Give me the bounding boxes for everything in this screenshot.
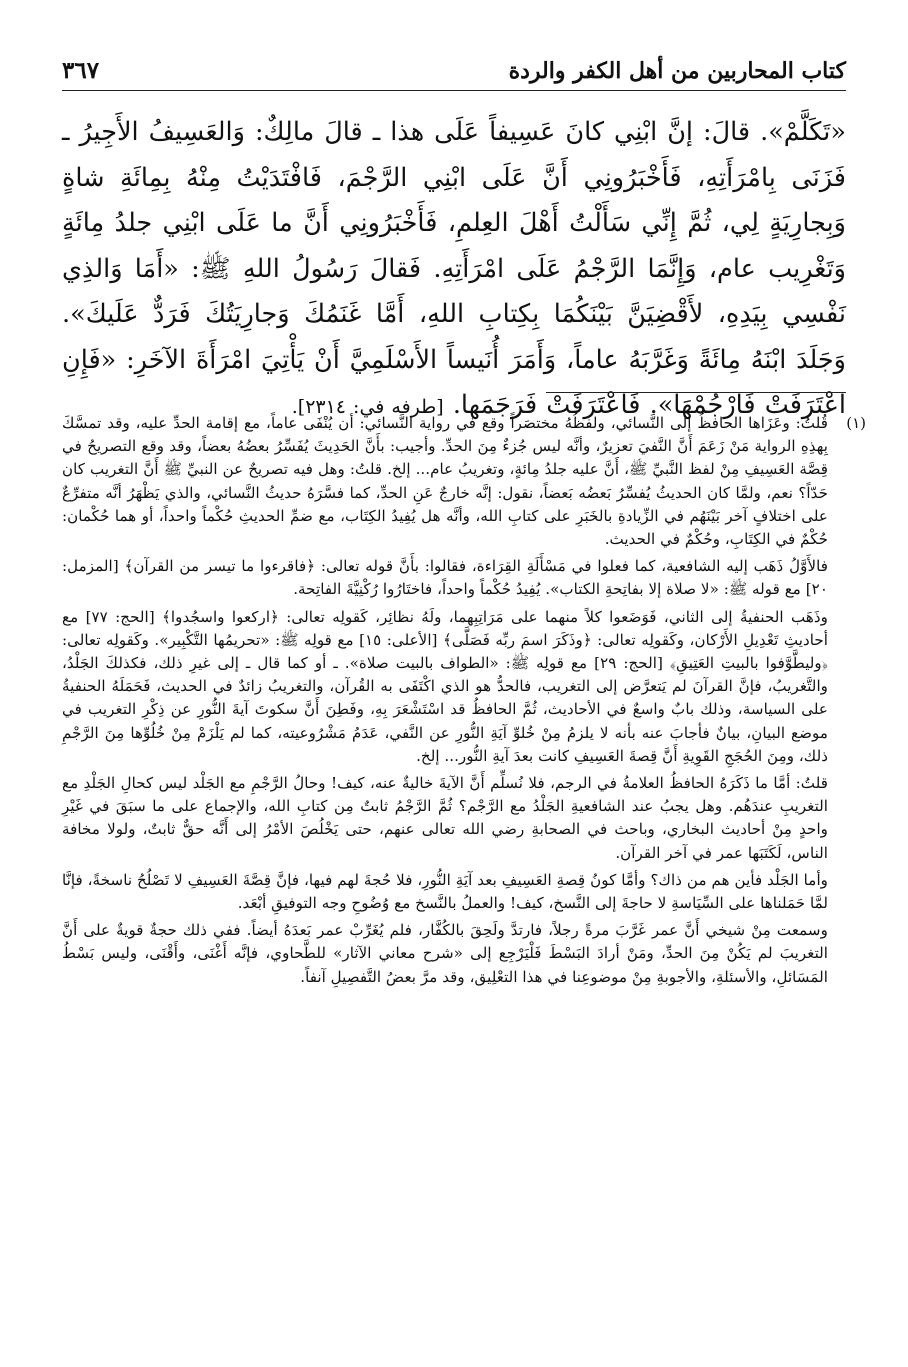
footnote-separator [546,392,846,393]
footnotes [62,412,866,993]
footnote-paragraph: فالأَوَّلُ ذَهَب إليه الشافعية، كما فعلوا في مَسْأَلَةِ القِرَاءة، فقالوا: بأَنَّ قوله تعالى: ﴿فاقرءوا ما تيسر من القرآن﴾ [المزمل: ٢٠] مع قوله ﷺ: «لا صلاة إلا بفاتِحةِ الكتاب». يُفِيدُ حُكْماً واحداً، فاختَارُوا رُكْنِيَّةَ الفاتِحة. [62,557,828,599]
footnote-1 [62,412,866,993]
footnote-paragraph: قُلتُ: وعَزَاها الحافظُ إلى النَّسائي، ولفظُهُ مختصَراً وقع في رواية النَّسائي: أن يُنْفَى عاماً، مع إقامة الحدِّ عليه، وقد تمسَّكَ بِهذِهِ الرواية مَنْ زَعَمَ أَنَّ النَّفيَ تعزيرٌ، وأنَّه ليس جُزءٌ مِنَ الحدِّ. وأجيب: بأَنَّ الحَدِيثَ يُفَسِّرُ بعضُهُ بعضاً، وقد وقع التصريحُ في قِصَّة العَسِيفِ مِنْ لفظ النَّبيِّ ﷺ، أَنَّ عليه جلدُ مِائةٍ، وتغريبُ عام... إلخ. قلتُ: وهل فيه تصريحٌ عن النبيِّ ﷺ أَنَّ التغريب كان حَدّاً؟ نعم، ولمَّا كان الحديثُ يُفسِّرُ بَعضُه بَعضاً، نقول: إنَّه خارجٌ عَنِ الحدِّ، كما فسَّرَهُ حديثُ النَّسائي، والذي يَظْهَرُ أنَّه متفرِّعٌ على اختلافٍ آخر بَيْنَهُم في الزِّيادةِ بالخَبَرِ على كتابِ الله، وأنَّه هل يُفِيدُ الكِتَاب، مع ضمِّ الحديثِ حُكْماً واحداً، أو هما حُكْمان: حُكْمٌ في الكِتَابِ، وحُكْمٌ في الحديث. [62,414,828,549]
footnote-paragraph: قلتُ: أمَّا ما ذَكَرَهُ الحافظُ العلامةُ في الرجم، فلا نُسلِّم أَنَّ الآيةَ خاليةٌ عنه، كيف! وحالُ الرَّجْمِ مع الجَلْد ليس كحالِ الجَلْدِ مع التغريبِ عندَهُم. وهل يجبُ عند الشافعيةِ الجَلْدُ مع الرَّجْم؟ ثُمَّ الرَّجْمُ ثابتٌ مِن كتابِ الله، والإجماع على ما سبَقَ في غَيْرِ واحدٍ مِنْ أحاديث البخاري، وباحث في الصحابةِ رضي الله تعالى عنهم، حتى يَخْلُصَ الأمْرُ إلى أَنَّه حقٌّ ثابتٌ، ولولا مخافة الناس، لَكَتَبَها عمر في آخر القرآن. [62,774,828,862]
footnote-paragraph: وسمعت مِنْ شيخي أَنَّ عمر غَرَّبَ مرةً رجلاً، فارتدَّ ولَحِقَ بالكُفَّار، فلم يُغَرِّبْ عمر بَعدَهُ أيضاً. ففي ذلك حجةٌ قويةٌ على أَنَّ التغريبَ لم يَكُنْ مِنَ الحدِّ، ومَنْ أرادَ البَسْطَ فَلْيَرْجِع إلى «شرح معاني الآثار» للطَّحاوي، فإنَّه أَغْنَى، وأَقْنَى، وليس بَسْطُ المَسَائلِ، والأسئلةِ، والأجوبةِ مِنْ موضوعِنا في هذا التعْلِيق، وقد مرَّ بعضُ التَّفصِيلِ آنفاً. [62,921,828,986]
footnote-marker: (١) [846,414,866,432]
footnote-paragraph: وذَهَب الحنفيةُ إلى الثاني، فَوَضَعوا كلاً منهما على مَرَاتِبِهما، ولَهُ نظائِر، كَقولِه تعالى: ﴿اركعوا واسجُدوا﴾ [الحج: ٧٧] مع أحاديثِ تَعْدِيلِ الأَرْكان، وكَقولِه تعالى: ﴿وذَكَرَ اسمَ ربِّه فَصَلَّى﴾ [الأعلى: ١٥] مع قولِه ﷺ: «تحريمُها التَّكْبِير». وكَقولِه تعالى: ﴿وليطَّوَّفوا بالبيتِ العَتِيقِ﴾ [الحج: ٢٩] مع قولِه ﷺ: «الطواف بالبيت صلاة». ـ أو كما قال ـ إلى غيرِ ذلك، فكذلكَ الجَلْدُ، والتَّغريبُ، فإنَّ القرآنَ لم يَتعرَّض إلى التغريب، فالحدُّ هو الذي اكْتَفَى به القُرآن، والتغريبُ زائدٌ في الحديث، فَحَمَلَهُ الحنفيةُ على السياسة، وذلك بابٌ واسعٌ في الأحاديث، ثُمَّ الحافظُ قد اسْتَشْعَرَ بِهِ، وفَطِنَ أَنَّ سكوتَ آيةَ النُّورِ عن ذِكْرِ التغريب في موضع البيانِ، بيانٌ فأجابَ عنه بأنه لا يلزمُ مِنْ خُلوِّ آيَةِ النُّورِ عن النَّفي، عَدَمُ مَشْرُوعيته، كما لم يَلْزَمْ مِنْ خُلُوِّها مِنَ الرَّجْمِ ذلك، ومِنَ الحُجَجِ القَوِيةِ أَنَّ قِصةَ العَسِيفِ كانت بعدَ آيةِ النُّور... إلخ. [62,607,829,765]
hadith-text [62,110,846,431]
chapter-title: كتاب المحاربين من أهل الكفر والردة [508,58,846,84]
footnote-paragraph: وأما الجَلْد فأين هم من ذاك؟ وأمَّا كونُ قِصةِ العَسِيفِ بعد آيَةِ النُّورِ، فلا حُجةَ لهم فيها، فإنَّ قِصَّةَ العَسِيفِ لا تَصْلُحُ ناسخةً، فإنَّا لمَّا حَمَلناها على السِّيَاسةِ لا حاجةَ إلى النَّسخ، كيف! والعملُ بالنَّسخ مع وُضُوحِ وجه التوفيقِ أبْعَد. [62,870,828,913]
running-head [62,46,846,91]
cross-reference: [طرفه في: ٢٣١٤]. [291,396,444,418]
footnote-body [62,412,828,993]
hadith-paragraph [62,110,846,431]
page-number: ٣٦٧ [62,57,100,84]
hadith-body: «تَكَلَّمْ». قالَ: إنَّ ابْنِي كانَ عَسِيفاً عَلَى هذا ـ قالَ مالِكٌ: وَالعَسِيفُ الأَجِيرُ ـ فَزَنَى بِامْرَأَتِهِ، فَأَخْبَرُونِي أَنَّ عَلَى ابْنِي الرَّجْمَ، فَافْتَدَيْتُ مِنْهُ بِمِائَةِ شاةٍ وَبِجارِيَةٍ لِي، ثُمَّ إِنِّي سَأَلْتُ أَهْلَ العِلمِ، فَأَخْبَرُونِي أَنَّ ما عَلَى ابْنِي جلدُ مِائَةٍ وَتَغْرِيب عام، وَإِنَّمَا الرَّجْمُ عَلَى امْرَأَتِهِ. فَقالَ رَسُولُ اللهِ ﷺ: «أَمَا وَالذِي نَفْسِي بِيَدِهِ، لأَقْضِيَنَّ بَيْنَكُمَا بِكِتابِ اللهِ، أَمَّا غَنَمُكَ وَجارِيَتُكَ فَرَدٌّ عَلَيكَ». وَجَلَدَ ابْنَهُ مِائَةً وَغَرَّبَهُ عاماً، وَأَمَرَ أُنَيساً الأَسْلَمِيَّ أَنْ يَأْتِيَ امْرَأَةَ الآخَرِ: «فَإِنِ اعْتَرَفَتْ فَارْجُمْهَا». فَاعْتَرَفَتْ فَرَجَمَها. [62,117,846,420]
